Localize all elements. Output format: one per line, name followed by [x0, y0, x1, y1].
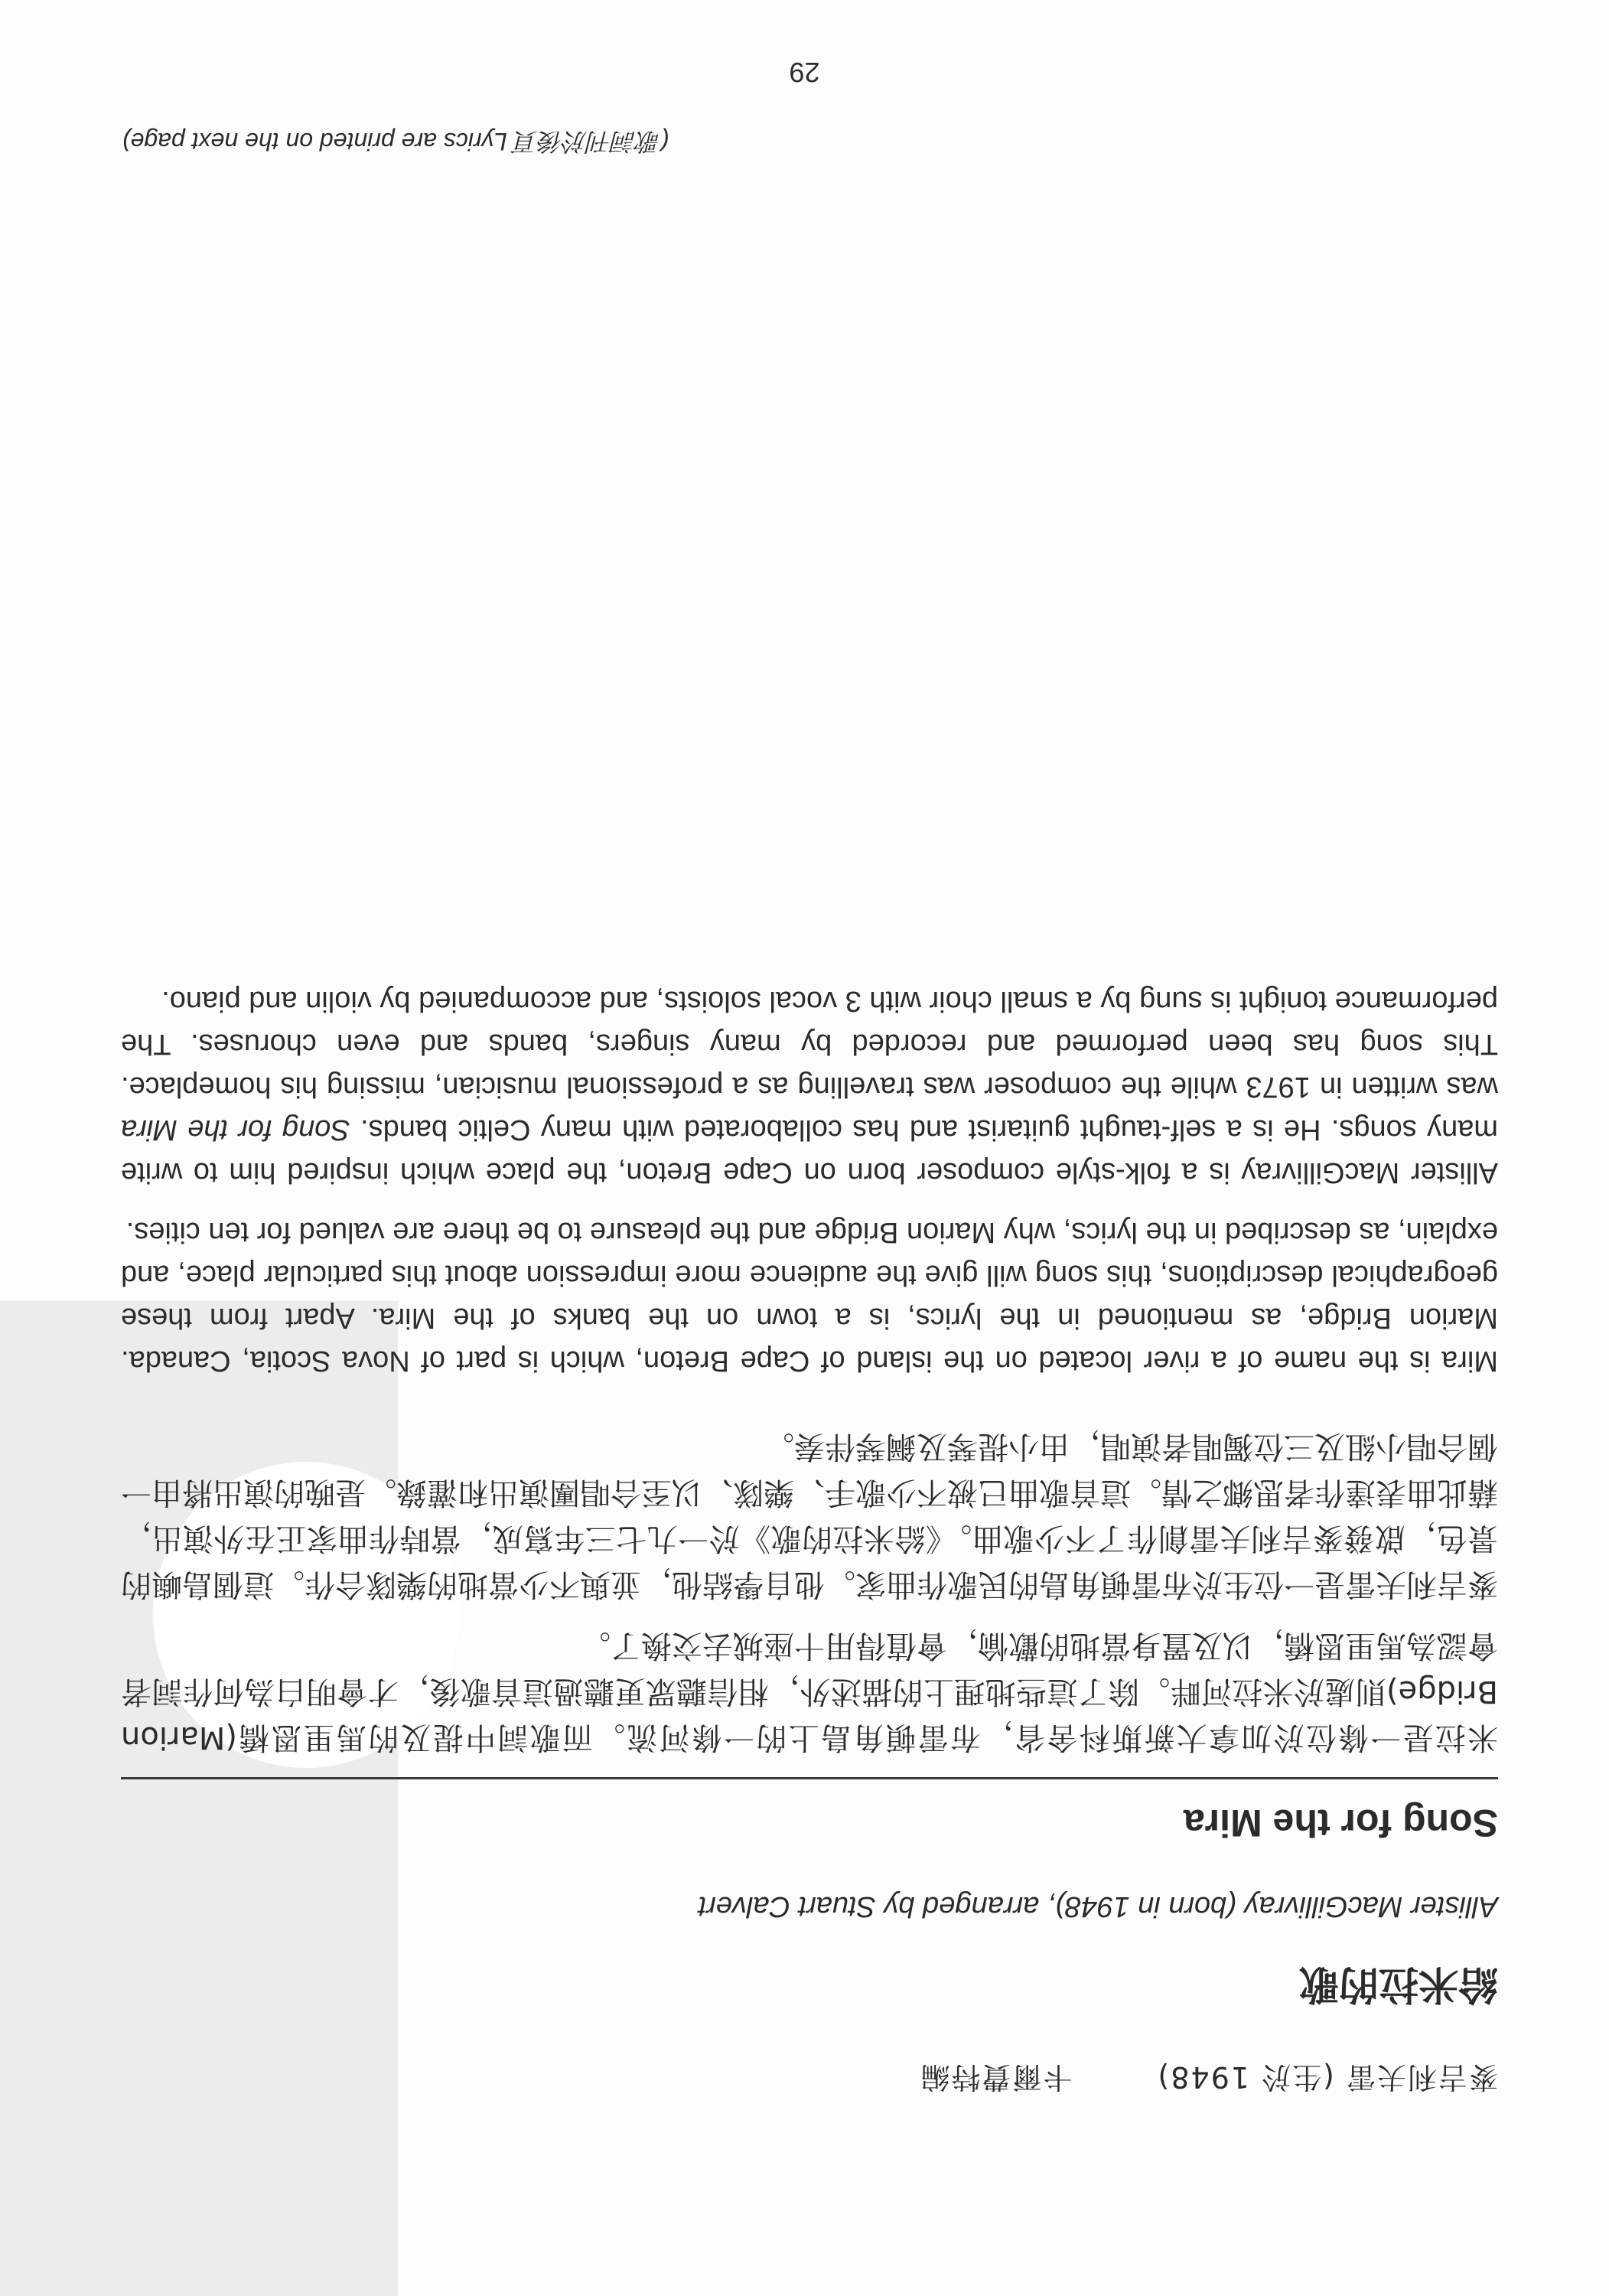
composer-credit-en: Allister MacGillivray (born in 1948), arranged by Stuart Calvert	[698, 1890, 1498, 1923]
description-en-2	[121, 980, 1498, 1194]
song-title-en: Song for the Mira	[121, 1777, 1498, 1845]
description-en-2-before: Allister MacGillivray is a folk-style composer born on Cape Breton, the place which inspired him to write many songs. He is a self-taught guitarist and has collaborated with many Celtic bands.	[121, 1114, 1498, 1189]
description-en-2-after: was written in 1973 while the composer was travelling as a professional musician, missing his homeplace. This song has been performed and recorded by many singers, bands and even choruses. The performance tonight is sung by a small choir with 3 vocal soloists, and accompanied by violin and piano.	[121, 985, 1498, 1103]
arranger-zh: 卡爾費特編	[919, 2060, 1073, 2094]
description-zh-2: 麥吉利夫雷是一位生於布雷頓角島的民歌作曲家。他自學結他，並與不少當地的樂隊合作。這個島嶼的景色，啟發麥吉利夫雷創作了不少歌曲。《給米拉的歌》於一九七三年寫成，當時作曲家正在外演出，藉此曲表達作者思鄉之情。這首歌曲已被不少歌手、樂隊、以至合唱團演出和灌錄。是晚的演出將由一個合唱小組及三位獨唱者演唱，由小提琴及鋼琴伴奏。	[121, 1429, 1498, 1602]
page-number: 29	[789, 57, 820, 88]
composer-zh: 麥吉利夫雷 (生於 1948)	[1156, 2060, 1498, 2094]
description-en-1: Mira is the name of a river located on the island of Cape Breton, which is part of Nova Scotia, Canada. Marion Bridge, as mentioned in the lyrics, is a town on the banks of the Mira. Apart from these geographical descriptions, this song will give the audience more impression about this particular place, and explain, as described in the lyrics, why Marion Bridge and the pleasure to be there are valued for ten cities.	[121, 1216, 1498, 1377]
lyrics-note: (歌詞刊於後頁 Lyrics are printed on the next page)	[122, 128, 669, 155]
song-title-inline: Song for the Mira	[121, 1114, 350, 1146]
page-content	[121, 980, 1498, 2101]
song-title-zh: 給米拉的歌	[1298, 1961, 1498, 2007]
composer-credit-zh	[121, 2059, 1498, 2101]
description-zh-1: 米拉是一條位於加拿大新斯科舍省，布雷頓角島上的一條河流。而歌詞中提及的馬里恩橋(Marion Bridge)則處於米拉河畔。除了這些地理上的描述外，相信聽眾更聽過這首歌後，才會明白為何作詞者會認為馬里恩橋，以及置身當地的歡愉，會值得用十座城去交換了。	[121, 1628, 1498, 1755]
